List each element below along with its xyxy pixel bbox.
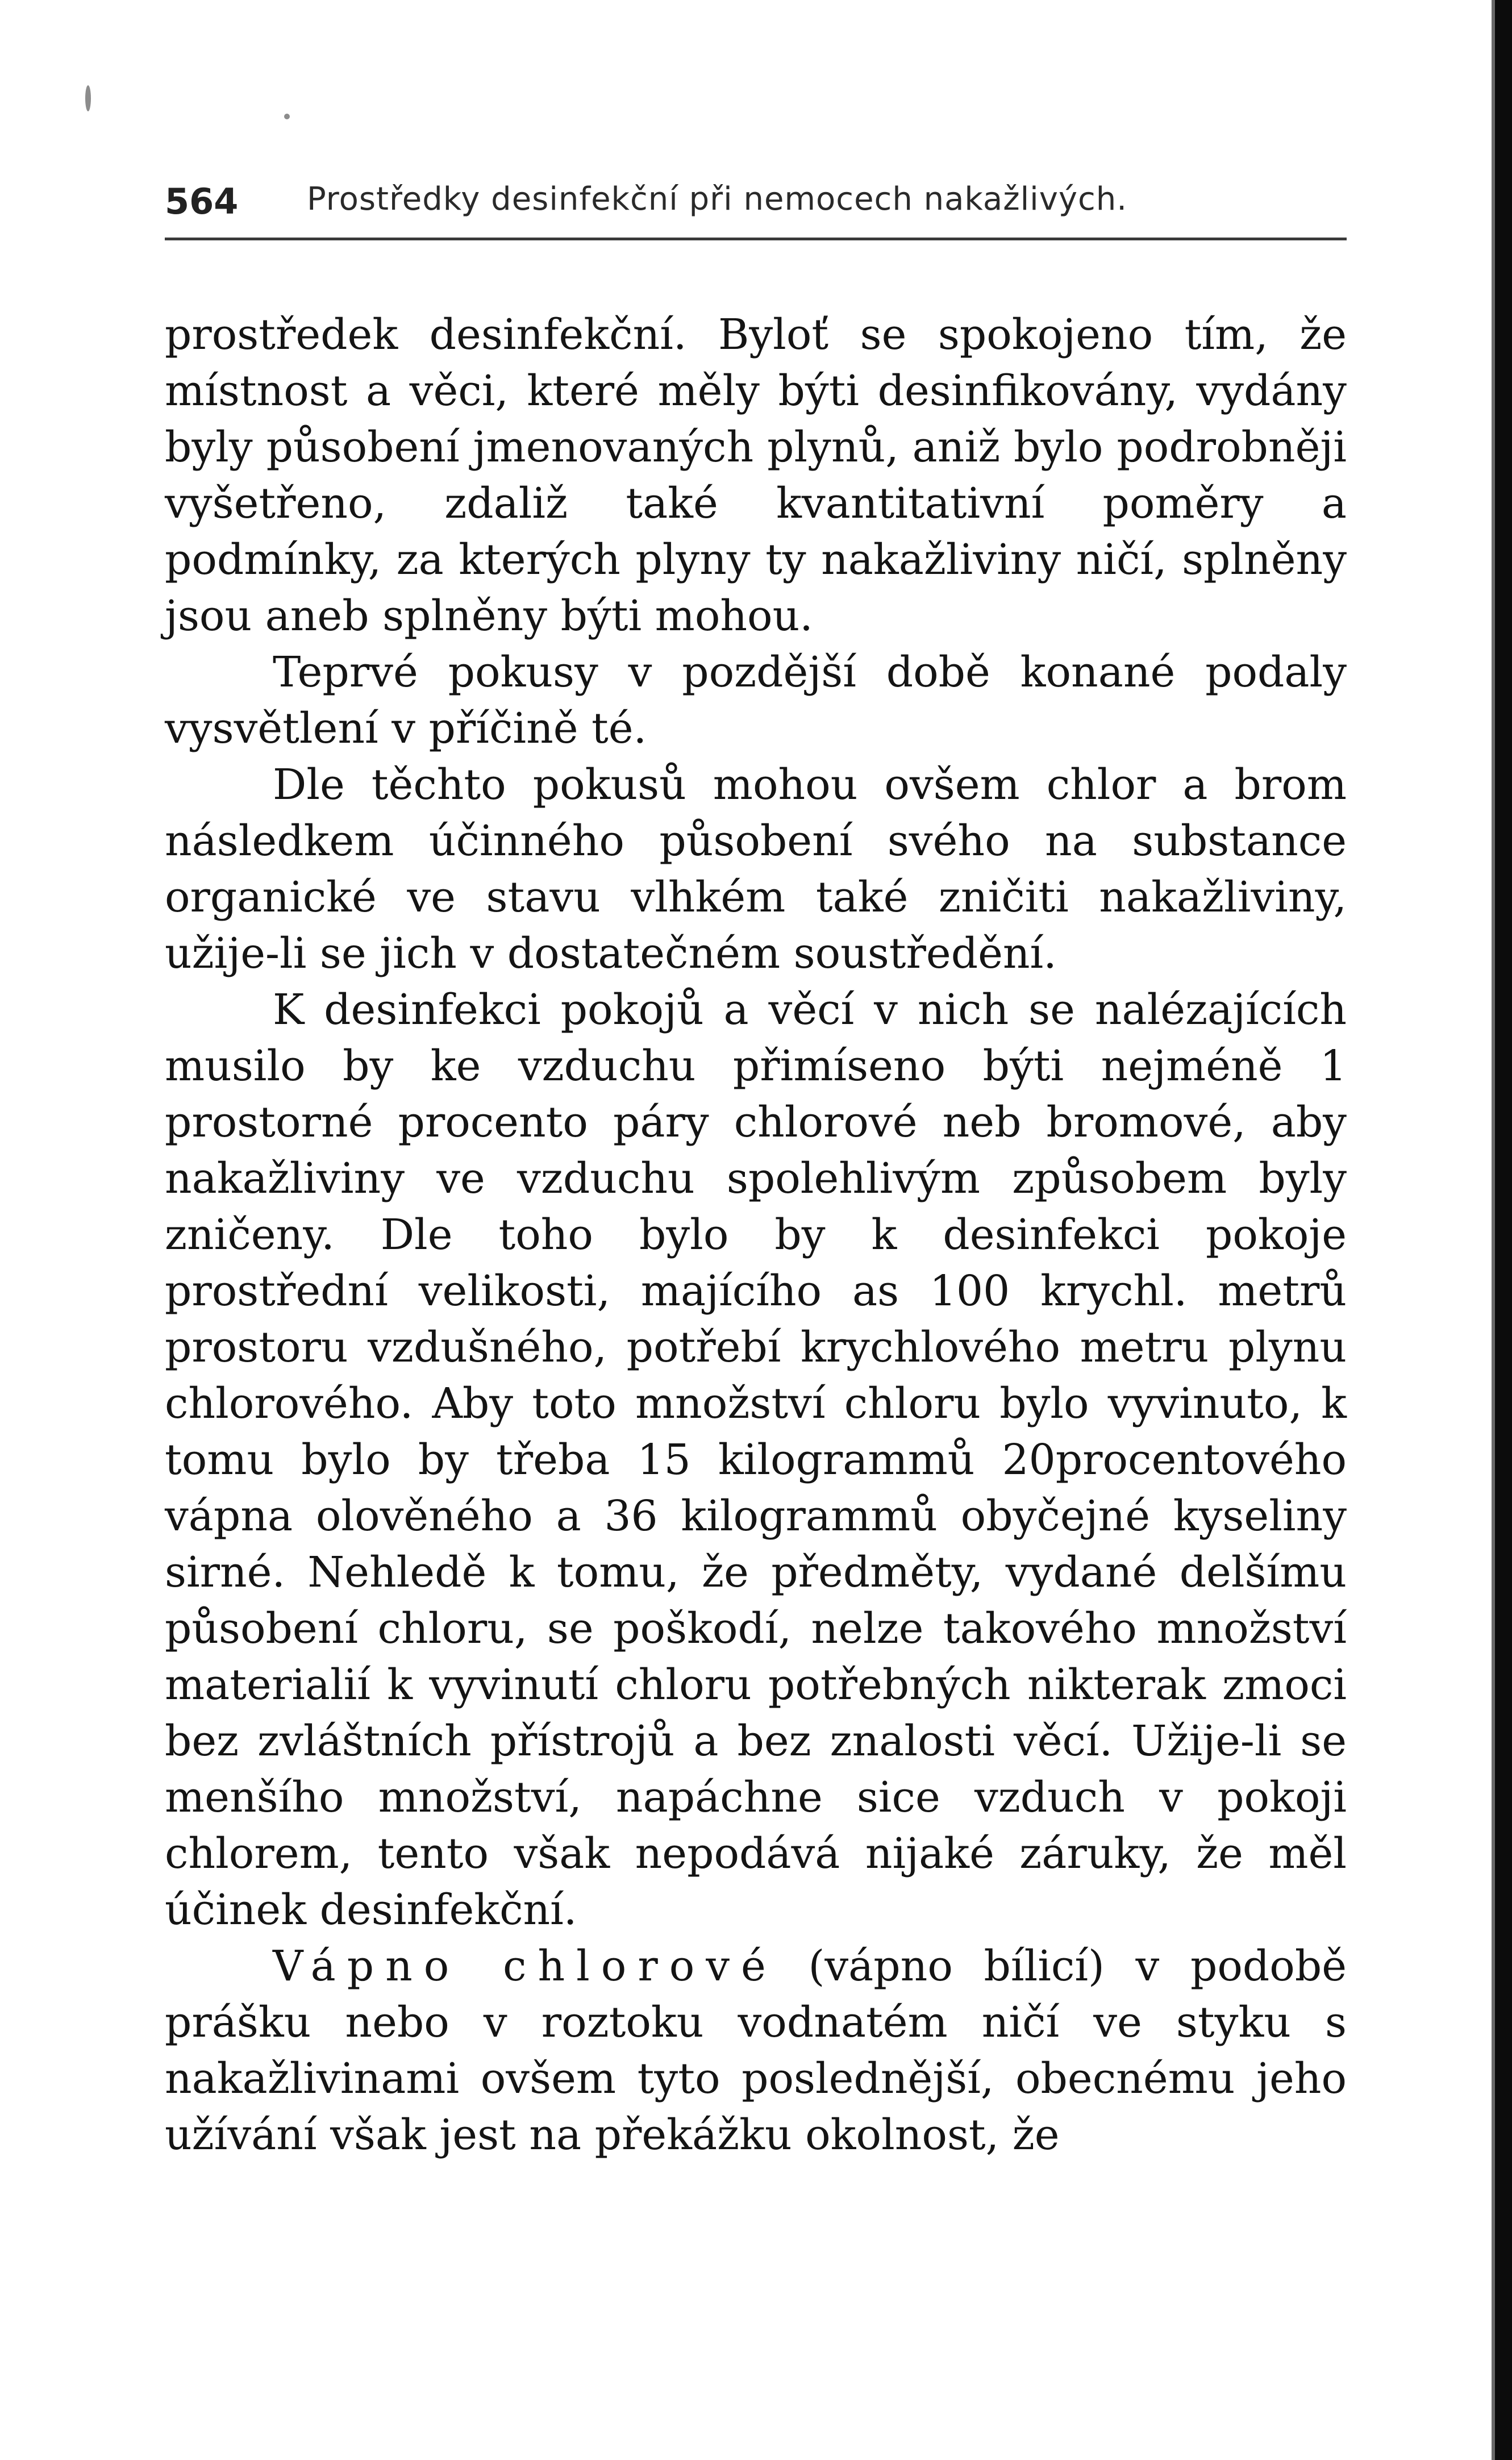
paragraph: Teprvé pokusy v pozdější době konané podaly vysvětlení v příčině té. [165, 648, 1347, 753]
running-title: Prostředky desinfekční při nemocech nakažlivých. [307, 181, 1128, 218]
scan-speck [284, 114, 290, 119]
paragraph-text: (vápno bílicí) v podobě prášku nebo v roztoku vodnatém ničí ve styku s nakažlivinami ovšem tyto posledněјší, obecnému jeho užívání však jest na překážku okolnost, že [165, 1942, 1347, 2159]
header-rule [165, 238, 1347, 240]
running-header [165, 165, 1347, 227]
paragraph [165, 1938, 1347, 2163]
body-text [165, 307, 1347, 2163]
page-number: 564 [165, 181, 239, 222]
paragraph: K desinfekci pokojů a věcí v nich se nalézajících musilo by ke vzduchu přimíseno býti nejméně 1 prostorné procento páry chlorové neb bromové, aby nakažliviny ve vzduchu spolehlivým způsobem byly zničeny. Dle toho bylo by k desinfekci pokoje prostřední velikosti, majícího as 100 krychl. metrů prostoru vzdušného, potřebí krychlového metru plynu chlorového. Aby toto množství chloru bylo vyvinuto, k tomu bylo by třeba 15 kilogrammů 20procentového vápna olověného a 36 kilogrammů obyčejné kyseliny sirné. Nehledě k tomu, že předměty, vydané delšímu působení chloru, se poškodí, nelze takového množství materialií k vyvinutí chloru potřebných nikterak zmoci bez zvláštních přístrojů a bez znalosti věcí. Užije-li se menšího množství, napáchne sice vzduch v pokoji chlorem, tento však nepodává nijaké záruky, že měl účinek desinfekční. [165, 985, 1347, 1934]
paragraph: prostředek desinfekční. Byloť se spokojeno tím, že místnost a věci, které měly býti desinfikovány, vydány byly působení jmenovaných plynů, aniž bylo podrobněji vyšetřeno, zdaliž také kvantitativní poměry a podmínky, za kterých plyny ty nakažliviny ničí, splněny jsou aneb splněny býti mohou. [165, 310, 1347, 640]
paragraph: Dle těchto pokusů mohou ovšem chlor a brom následkem účinného působení svého na substance organické ve stavu vlhkém také zničiti nakažliviny, užije-li se jich v dostatečném soustředění. [165, 760, 1347, 978]
spaced-term: Vápno chlorové [273, 1942, 777, 1991]
book-page [165, 165, 1347, 2159]
scan-edge [1495, 0, 1512, 2460]
scan-speck [85, 85, 91, 111]
